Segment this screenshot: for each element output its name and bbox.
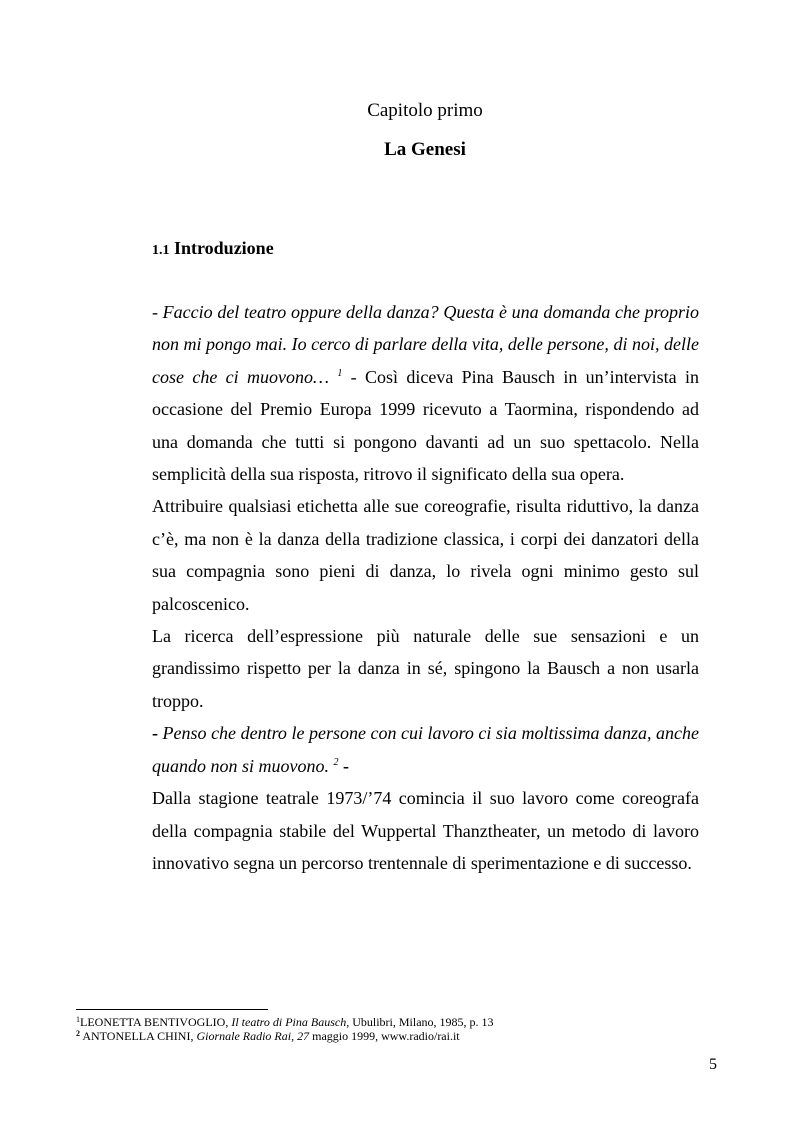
paragraph-2: Attribuire qualsiasi etichetta alle sue coreografie, risulta riduttivo, la danza c’è, ma non è la danza della tradizione classica, i corpi dei danzatori della sua compagnia sono pieni di danza, lo rivela ogni minimo gesto sul palcoscenico. [152,496,699,614]
quote-2-dash: - [152,723,158,744]
footnote-2-title: Giornale Radio Rai, 27 [196,1029,310,1043]
footnotes [76,1015,716,1043]
footnote-1 [76,1015,716,1029]
footnote-1-number: 1 [76,1015,80,1024]
section-heading [152,238,274,259]
footnote-ref-2: 2 [333,756,339,768]
footnote-1-rest: Ubulibri, Milano, 1985, p. 13 [349,1015,494,1029]
quote-1: - Faccio del teatro oppure della danza? Questa è una domanda che proprio non mi pongo mai. Io cerco di parlare della vita, delle persone, di noi, delle cose che ci muovono… [152,302,699,387]
chapter-title: La Genesi [384,139,466,160]
chapter-label: Capitolo primo [367,100,483,121]
footnote-2 [76,1029,716,1043]
paragraph-1-text: - Così diceva Pina Bausch in un’intervista in occasione del Premio Europa 1999 ricevuto a Taormina, rispondendo ad una domanda che tutti si pongono davanti ad un suo spettacolo. Nella semplicità della sua risposta, ritrovo il significato della sua opera. [152,366,699,485]
footnote-ref-1: 1 [337,367,343,379]
section-title: Introduzione [174,238,274,258]
footnote-2-author: ANTONELLA CHINI, [80,1029,197,1043]
footnote-separator [76,1009,268,1010]
paragraph-3: La ricerca dell’espressione più naturale delle sue sensazioni e un grandissimo rispetto per la danza in sé, spingono la Bausch a non usarla troppo. [152,626,699,711]
quote-2-paragraph [152,717,699,782]
footnote-1-author: LEONETTA BENTIVOGLIO, [80,1015,232,1029]
section-number: 1.1 [152,243,170,258]
quote-2-end: - [343,755,349,776]
body-text [152,296,699,879]
paragraph-1 [152,296,699,490]
page-number: 5 [709,1056,717,1073]
footnote-2-number: 2 [76,1029,80,1038]
footnote-1-title: Il teatro di Pina Bausch, [231,1015,350,1029]
quote-2: Penso che dentro le persone con cui lavoro ci sia moltissima danza, anche quando non si muovono. [152,723,700,776]
paragraph-4: Dalla stagione teatrale 1973/’74 comincia il suo lavoro come coreografa della compagnia stabile del Wuppertal Thanztheater, un metodo di lavoro innovativo segna un percorso trentennale di sperimentazione e di successo. [152,788,699,873]
footnote-2-rest: maggio 1999, www.radio/rai.it [309,1029,460,1043]
